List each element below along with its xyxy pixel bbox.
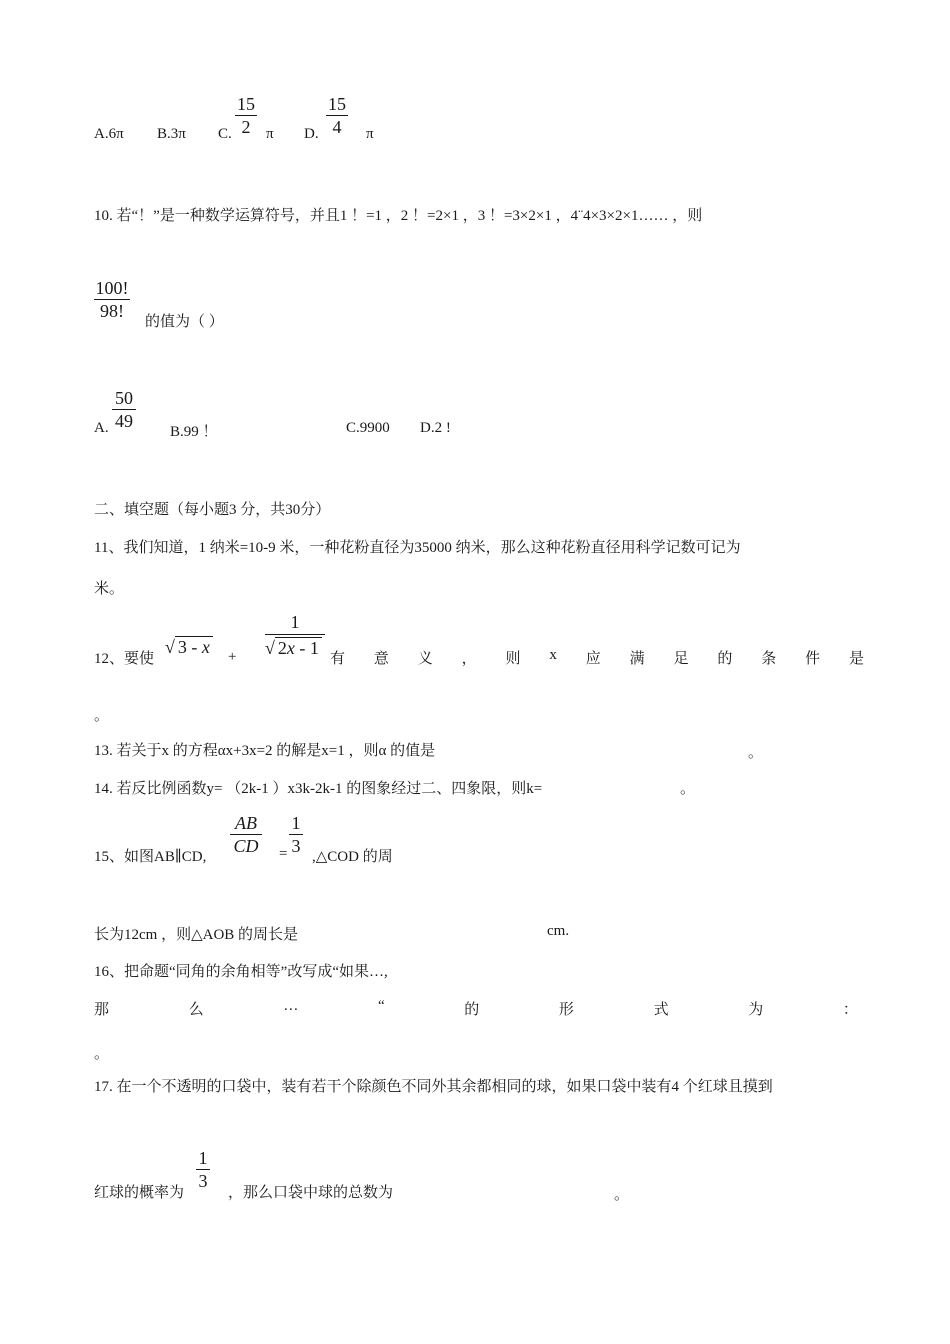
q17-suffix: ，那么口袋中球的总数为: [228, 1185, 394, 1201]
fraction-denominator: CD: [233, 836, 259, 856]
radicand-number: 3 -: [177, 637, 202, 657]
q15-line-2: 长为12cm ，则△AOB 的周长是: [94, 927, 299, 943]
q15-suffix: ,△COD 的周: [312, 849, 393, 865]
q12-fraction: [265, 612, 325, 633]
q14-end: 。: [680, 781, 696, 797]
q10-option-c: C.9900: [346, 420, 390, 436]
fraction-numerator: 100!: [95, 278, 129, 298]
q17-end: 。: [614, 1187, 630, 1203]
tail-char: 意: [373, 651, 389, 667]
q10-question-text: 10. 若“！”是一种数学运算符号，并且1 ！=1 ，2 ！=2×1 ，3 ！=3×2×1 ，4¨4×3×2×1…… ，则: [94, 208, 703, 224]
tail-char: 是: [848, 651, 864, 667]
q17-prefix: 红球的概率为: [94, 1185, 185, 1201]
line-char: 式: [653, 1002, 669, 1018]
q16-line-1: 16、把命题“同角的余角相等”改写成“如果…,: [94, 964, 388, 980]
q17-line-1: 17. 在一个不透明的口袋中，装有若干个除颜色不同外其余都相同的球，如果口袋中装有4 个红球且摸到: [94, 1079, 773, 1095]
q15-equals-sign: =: [279, 846, 288, 862]
fraction-denominator: 4: [332, 117, 342, 137]
q11-line-2: 米。: [94, 581, 125, 597]
q12-plus-sign: +: [228, 649, 237, 665]
q16-line-2: [94, 998, 858, 1019]
q11-line-1: 11、我们知道，1 纳米=10-9 米，一种花粉直径为35000 纳米，那么这种花粉直径用科学记数可记为: [94, 540, 741, 556]
q17-fraction: [196, 1148, 210, 1192]
line-char: 形: [558, 1002, 574, 1018]
q10-option-a-prefix: A.: [94, 420, 109, 436]
q9-option-d-unit: π: [366, 126, 374, 142]
q12-end: 。: [94, 708, 110, 724]
tail-char: 满: [629, 651, 645, 667]
radicand-variable: x: [201, 637, 210, 657]
fraction-numerator: 1: [290, 612, 300, 632]
q9-option-d-fraction: [326, 94, 348, 138]
fraction-denominator: 3: [198, 1171, 208, 1191]
radicand-rest: - 1: [294, 638, 319, 658]
tail-char: x: [549, 647, 557, 663]
q9-option-d-prefix: D.: [304, 126, 319, 142]
fraction-numerator: AB: [230, 813, 262, 835]
tail-char: 有: [330, 651, 346, 667]
q10-suffix: 的值为（ ）: [145, 314, 224, 330]
radical-sign-icon: √: [165, 637, 175, 657]
q12-sqrt-expression-1: [165, 636, 213, 658]
section-heading: 二、填空题（每小题3 分，共30分）: [94, 502, 331, 518]
q15-fraction-ab-cd: [230, 813, 262, 857]
tail-char: ，: [461, 651, 477, 667]
fraction-numerator: 15: [328, 94, 346, 114]
q13-question-text: 13. 若关于x 的方程αx+3x=2 的解是x=1 ，则α 的值是: [94, 743, 436, 759]
line-char: “: [377, 998, 385, 1014]
tail-char: 应: [585, 651, 601, 667]
fraction-bar: [265, 634, 325, 635]
fraction-numerator: 50: [112, 388, 136, 410]
q13-end: 。: [748, 745, 764, 761]
line-char: 么: [188, 1002, 204, 1018]
q10-option-d: D.2 !: [420, 420, 451, 436]
q10-option-a-fraction: [112, 388, 136, 432]
line-char: …: [283, 998, 299, 1014]
radical-sign-icon: √: [265, 638, 275, 658]
fraction-numerator: 1: [196, 1148, 210, 1170]
line-char: 的: [464, 1002, 480, 1018]
q12-prefix: 12、要使: [94, 651, 155, 667]
q15-prefix: 15、如图AB∥CD,: [94, 849, 207, 865]
q16-end: 。: [94, 1046, 110, 1062]
q9-option-a: A.6π: [94, 126, 124, 142]
fraction-denominator: 98!: [100, 301, 124, 321]
line-char: ：: [842, 1002, 858, 1018]
q9-option-c-prefix: C.: [218, 126, 232, 142]
q15-unit: cm.: [547, 923, 570, 939]
tail-char: 件: [805, 651, 821, 667]
fraction-denominator: 2: [241, 117, 251, 137]
q9-option-b: B.3π: [157, 126, 186, 142]
tail-char: 足: [673, 651, 689, 667]
q15-fraction-one-third: [289, 813, 303, 857]
q10-fraction: [94, 278, 130, 322]
tail-char: 义: [417, 651, 433, 667]
fraction-numerator: 1: [289, 813, 303, 835]
q10-option-b: B.99 ！: [170, 424, 218, 440]
fraction-numerator: 15: [237, 94, 255, 114]
fraction-denominator: 49: [115, 411, 133, 431]
q9-option-c-unit: π: [266, 126, 274, 142]
tail-char: 的: [717, 651, 733, 667]
q12-tail-text: [330, 647, 864, 668]
radicand-variable: x: [286, 638, 295, 658]
fraction-denominator: 3: [291, 836, 301, 856]
q9-option-c-fraction: [235, 94, 257, 138]
q12-sqrt-expression-2: [265, 637, 322, 659]
line-char: 为: [748, 1002, 764, 1018]
tail-char: 则: [505, 651, 521, 667]
tail-char: 条: [761, 651, 777, 667]
radicand-number: 2: [277, 638, 287, 658]
line-char: 那: [94, 1002, 110, 1018]
q14-question-text: 14. 若反比例函数y= （2k-1 ）x3k-2k-1 的图象经过二、四象限，则k=: [94, 781, 543, 797]
